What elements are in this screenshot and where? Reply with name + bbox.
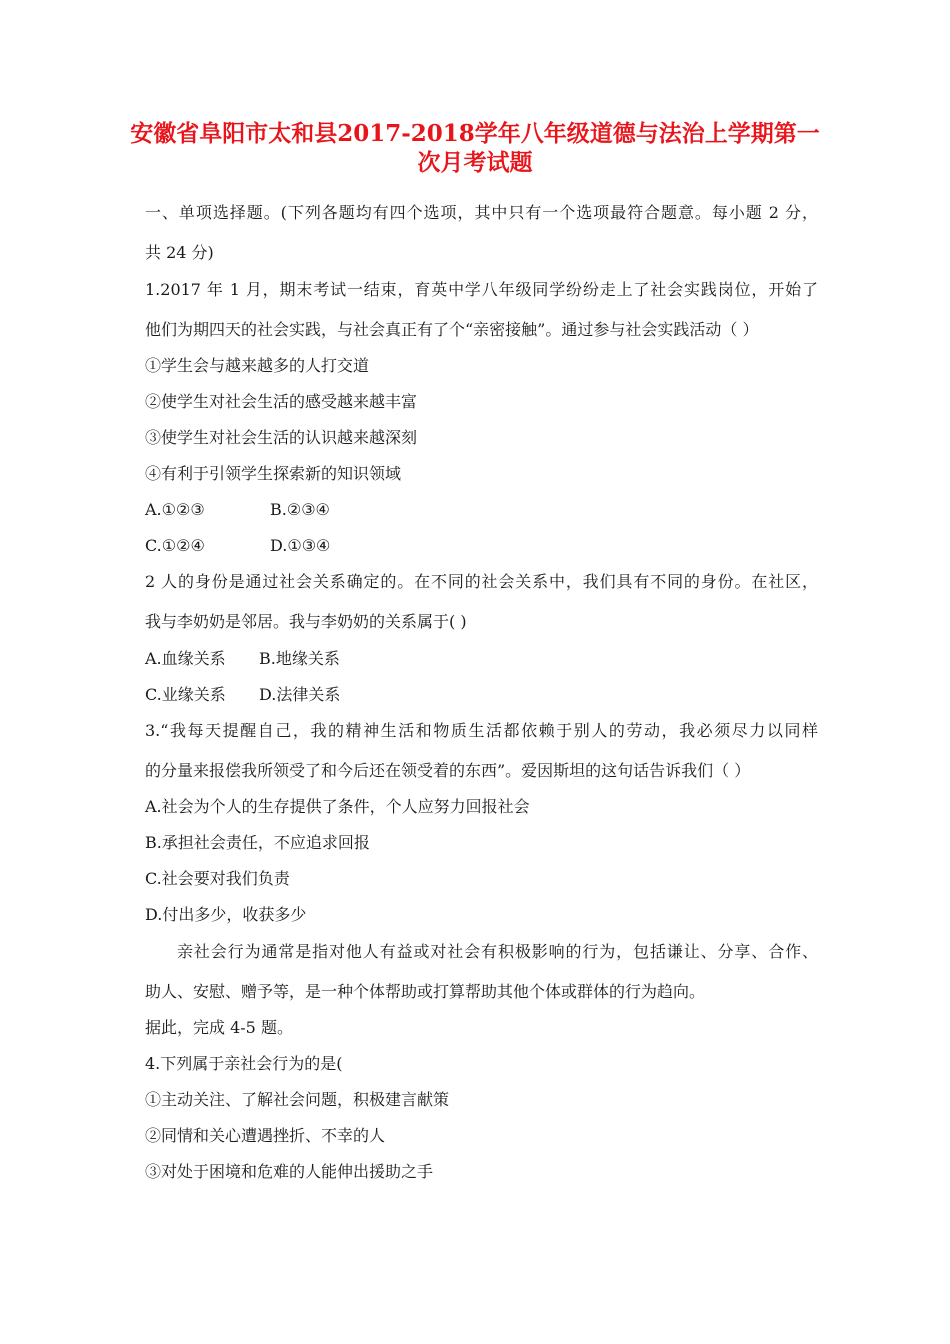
question-2-option-d: D.法律关系 [259, 685, 341, 704]
section-heading-line-2: 共 24 分) [145, 243, 214, 262]
question-1-item-3: ③使学生对社会生活的认识越来越深刻 [145, 428, 418, 447]
passage-line-3: 据此，完成 4-5 题。 [145, 1018, 293, 1037]
question-2-option-b: B.地缘关系 [259, 649, 340, 668]
question-3-stem-line-1: 3.“我每天提醒自己，我的精神生活和物质生活都依赖于别人的劳动，我必须尽力以同样 [145, 721, 818, 740]
question-3-option-a: A.社会为个人的生存提供了条件，个人应努力回报社会 [145, 797, 530, 816]
passage-line-1: 亲社会行为通常是指对他人有益或对社会有积极影响的行为，包括谦让、分享、合作、 [177, 942, 818, 961]
question-4-item-2: ②同情和关心遭遇挫折、不幸的人 [145, 1126, 386, 1145]
question-1-option-a: A.①②③ [145, 500, 205, 519]
question-4-item-3: ③对处于困境和危难的人能伸出援助之手 [145, 1162, 434, 1181]
question-1-item-2: ②使学生对社会生活的感受越来越丰富 [145, 392, 418, 411]
document-title-line-2: 次月考试题 [417, 149, 533, 176]
question-1-option-c: C.①②④ [145, 536, 205, 555]
question-1-stem-line-2: 他们为期四天的社会实践，与社会真正有了个“亲密接触”。通过参与社会实践活动（ ） [145, 320, 759, 339]
passage-line-2: 助人、安慰、赠予等，是一种个体帮助或打算帮助其他个体或群体的行为趋向。 [145, 982, 706, 1001]
question-2-stem-line-1: 2 人的身份是通过社会关系确定的。在不同的社会关系中，我们具有不同的身份。在社区， [145, 572, 818, 591]
question-4-item-1: ①主动关注、了解社会问题，积极建言献策 [145, 1090, 450, 1109]
question-3-option-c: C.社会要对我们负责 [145, 869, 290, 888]
question-2-option-a: A.血缘关系 [145, 649, 226, 668]
question-1-stem-line-1: 1.2017 年 1 月，期末考试一结束，育英中学八年级同学纷纷走上了社会实践岗位，开始了 [145, 280, 818, 299]
question-4-stem: 4.下列属于亲社会行为的是( [145, 1054, 343, 1073]
question-3-stem-line-2: 的分量来报偿我所领受了和今后还在领受着的东西”。爱因斯坦的这句话告诉我们（ ） [145, 761, 751, 780]
question-2-option-c: C.业缘关系 [145, 685, 226, 704]
question-3-option-d: D.付出多少，收获多少 [145, 905, 307, 924]
question-3-option-b: B.承担社会责任，不应追求回报 [145, 833, 370, 852]
question-1-option-d: D.①③④ [270, 536, 331, 555]
question-1-option-b: B.②③④ [270, 500, 330, 519]
section-heading-line-1: 一、单项选择题。(下列各题均有四个选项，其中只有一个选项最符合题意。每小题 2 分， [145, 203, 818, 222]
question-1-item-4: ④有利于引领学生探索新的知识领域 [145, 464, 402, 483]
document-title-line-1: 安徽省阜阳市太和县2017-2018学年八年级道德与法治上学期第一 [130, 120, 820, 147]
question-1-item-1: ①学生会与越来越多的人打交道 [145, 356, 370, 375]
question-2-stem-line-2: 我与李奶奶是邻居。我与李奶奶的关系属于( ) [145, 612, 467, 631]
